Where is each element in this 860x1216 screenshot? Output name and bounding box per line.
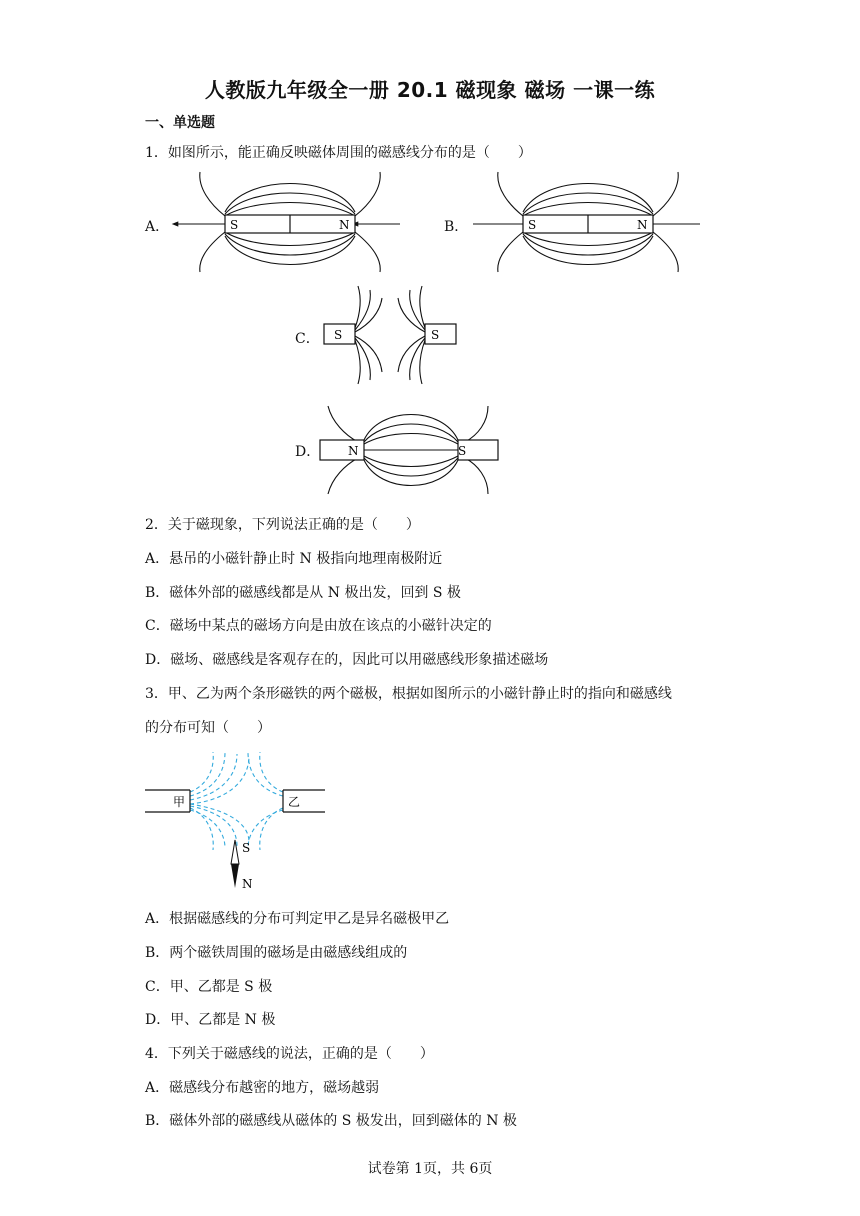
q1-option-a-label: A．	[145, 219, 170, 235]
q3-option-b: B．两个磁铁周围的磁场是由磁感线组成的	[145, 945, 408, 961]
q4-option-b: B．磁体外部的磁感线从磁体的 S 极发出，回到磁体的 N 极	[145, 1113, 517, 1129]
q1-option-c-label: C．	[295, 331, 320, 347]
q3-stem-line2: 的分布可知（ ）	[145, 720, 271, 736]
q1d-pole-s: S	[458, 444, 467, 458]
q2-option-c: C．磁场中某点的磁场方向是由放在该点的小磁针决定的	[145, 618, 492, 634]
q3-option-c: C．甲、乙都是 S 极	[145, 979, 273, 995]
page-footer: 试卷第 1页，共 6页	[367, 1161, 493, 1177]
q4-stem: 4．下列关于磁感线的说法，正确的是（ ）	[145, 1046, 434, 1062]
q1-figure-c	[320, 284, 460, 388]
q2-option-d: D．磁场、磁感线是客观存在的，因此可以用磁感线形象描述磁场	[145, 652, 549, 668]
q3-needle-s: S	[242, 841, 251, 855]
q1-figure-a	[170, 168, 410, 276]
q3-label-yi: 乙	[288, 795, 301, 809]
q1b-pole-s: S	[528, 218, 537, 232]
q1a-pole-s: S	[230, 218, 239, 232]
q2-option-a: A．悬吊的小磁针静止时 N 极指向地理南极附近	[145, 551, 443, 567]
q3-option-d: D．甲、乙都是 N 极	[145, 1012, 276, 1028]
q1d-pole-n: N	[348, 444, 359, 458]
q1-stem: 1．如图所示，能正确反映磁体周围的磁感线分布的是（ ）	[145, 145, 532, 161]
q1c-pole-s-right: S	[431, 328, 440, 342]
q3-stem-line1: 3．甲、乙为两个条形磁铁的两个磁极，根据如图所示的小磁针静止时的指向和磁感线	[145, 686, 672, 702]
q3-needle-n: N	[242, 877, 253, 891]
q1-option-d-label: D．	[295, 444, 321, 460]
section-heading: 一、单选题	[145, 115, 215, 131]
q1b-pole-n: N	[637, 218, 648, 232]
q2-option-b: B．磁体外部的磁感线都是从 N 极出发，回到 S 极	[145, 585, 461, 601]
q3-label-jia: 甲	[173, 795, 186, 809]
q1a-pole-n: N	[339, 218, 350, 232]
q3-figure	[145, 752, 335, 892]
compass-needle	[231, 840, 239, 888]
q3-option-a: A．根据磁感线的分布可判定甲乙是异名磁极甲乙	[145, 911, 450, 927]
q1-figure-d	[320, 400, 498, 496]
q4-option-a: A．磁感线分布越密的地方，磁场越弱	[145, 1080, 380, 1096]
q1c-pole-s-left: S	[334, 328, 343, 342]
q1-option-b-label: B．	[444, 219, 469, 235]
q2-stem: 2．关于磁现象，下列说法正确的是（ ）	[145, 517, 420, 533]
q1-figure-b	[468, 168, 708, 276]
page-title: 人教版九年级全一册 20.1 磁现象 磁场 一课一练	[204, 78, 656, 102]
